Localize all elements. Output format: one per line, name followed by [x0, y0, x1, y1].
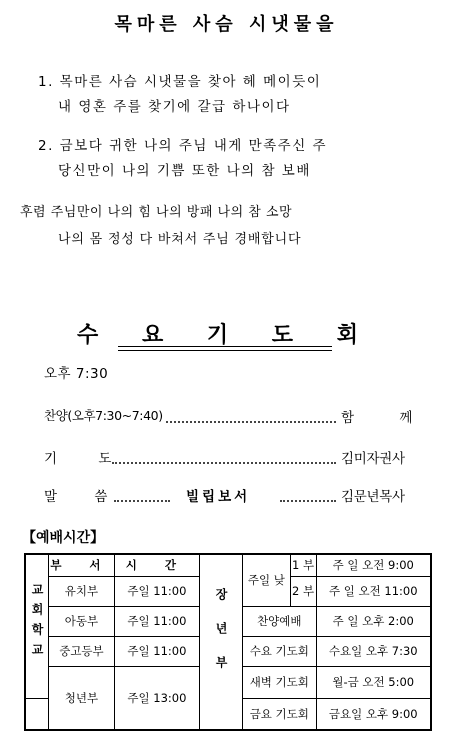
adult-row-name: 수요 기도회 [243, 636, 316, 666]
praise-label: 찬양(오후7:30~7:40) [44, 408, 163, 423]
prayer-label: 기 도 [44, 451, 112, 467]
service-title: 수 요 기 도 회 [77, 323, 376, 348]
prayer-leader-dots [112, 462, 336, 464]
school-row-dept: 유치부 [49, 576, 115, 606]
sermon-leader-dots-1 [114, 500, 170, 502]
title-underline-2 [118, 350, 332, 351]
sermon-leader-dots-2 [280, 500, 336, 502]
chorus-line1: 후렴 주님만이 나의 힘 나의 방패 나의 참 소망 [20, 205, 293, 220]
adult-row-name: 2 부 [290, 576, 316, 606]
adult-row-time: 주 일 오전 9:00 [316, 554, 431, 576]
school-row-time: 주일 11:00 [114, 576, 199, 606]
school-row-dept: 중고등부 [49, 636, 115, 666]
verse1-line2: 내 영혼 주를 찾기에 갈급 하나이다 [58, 99, 291, 115]
school-row-dept: 청년부 [49, 666, 115, 730]
school-label-end [25, 698, 49, 730]
adult-row-name: 새벽 기도회 [243, 666, 316, 698]
schedule-heading: 【예배시간】 [22, 530, 105, 546]
sermon-value: 김문년목사 [341, 489, 405, 505]
adult-row-time: 주 일 오후 2:00 [316, 606, 431, 636]
school-label: 교회학교 [25, 554, 49, 698]
verse2-line2: 당신만이 나의 기쁨 또한 나의 참 보배 [58, 163, 311, 179]
adult-row-name: 금요 기도회 [243, 698, 316, 730]
schedule-table [24, 553, 432, 731]
praise-leader-dots [166, 421, 336, 423]
hymn-title: 목마른 사슴 시냇물을 [114, 14, 339, 35]
adult-row-name: 찬양예배 [243, 606, 316, 636]
service-time: 오후 7:30 [44, 366, 109, 382]
time-header: 시 간 [114, 554, 199, 576]
chorus-line2: 나의 몸 정성 다 바쳐서 주님 경배합니다 [58, 232, 302, 247]
adult-row-time: 수요일 오후 7:30 [316, 636, 431, 666]
adult-row-time: 주 일 오전 11:00 [316, 576, 431, 606]
adult-row-time: 금요일 오후 9:00 [316, 698, 431, 730]
verse2-line1: 2. 금보다 귀한 나의 주님 내게 만족주신 주 [38, 138, 328, 154]
sermon-label: 말 씀 [44, 489, 108, 505]
adult-row-name: 1 부 [290, 554, 316, 576]
school-row-time: 주일 11:00 [114, 636, 199, 666]
school-row-time: 주일 13:00 [114, 666, 199, 730]
prayer-value: 김미자권사 [341, 451, 405, 467]
school-row-dept: 아동부 [49, 606, 115, 636]
adult-label: 장년부 [199, 554, 242, 730]
dept-header: 부 서 [49, 554, 115, 576]
adult-row-time: 월-금 오전 5:00 [316, 666, 431, 698]
sermon-passage: 빌립보서 [186, 489, 251, 505]
title-underline [118, 346, 332, 347]
praise-value: 함 께 [341, 410, 413, 426]
school-row-time: 주일 11:00 [114, 606, 199, 636]
sunday-day: 주일 낮 [243, 554, 291, 606]
verse1-line1: 1. 목마른 사슴 시냇물을 찾아 헤 메이듯이 [38, 74, 322, 90]
